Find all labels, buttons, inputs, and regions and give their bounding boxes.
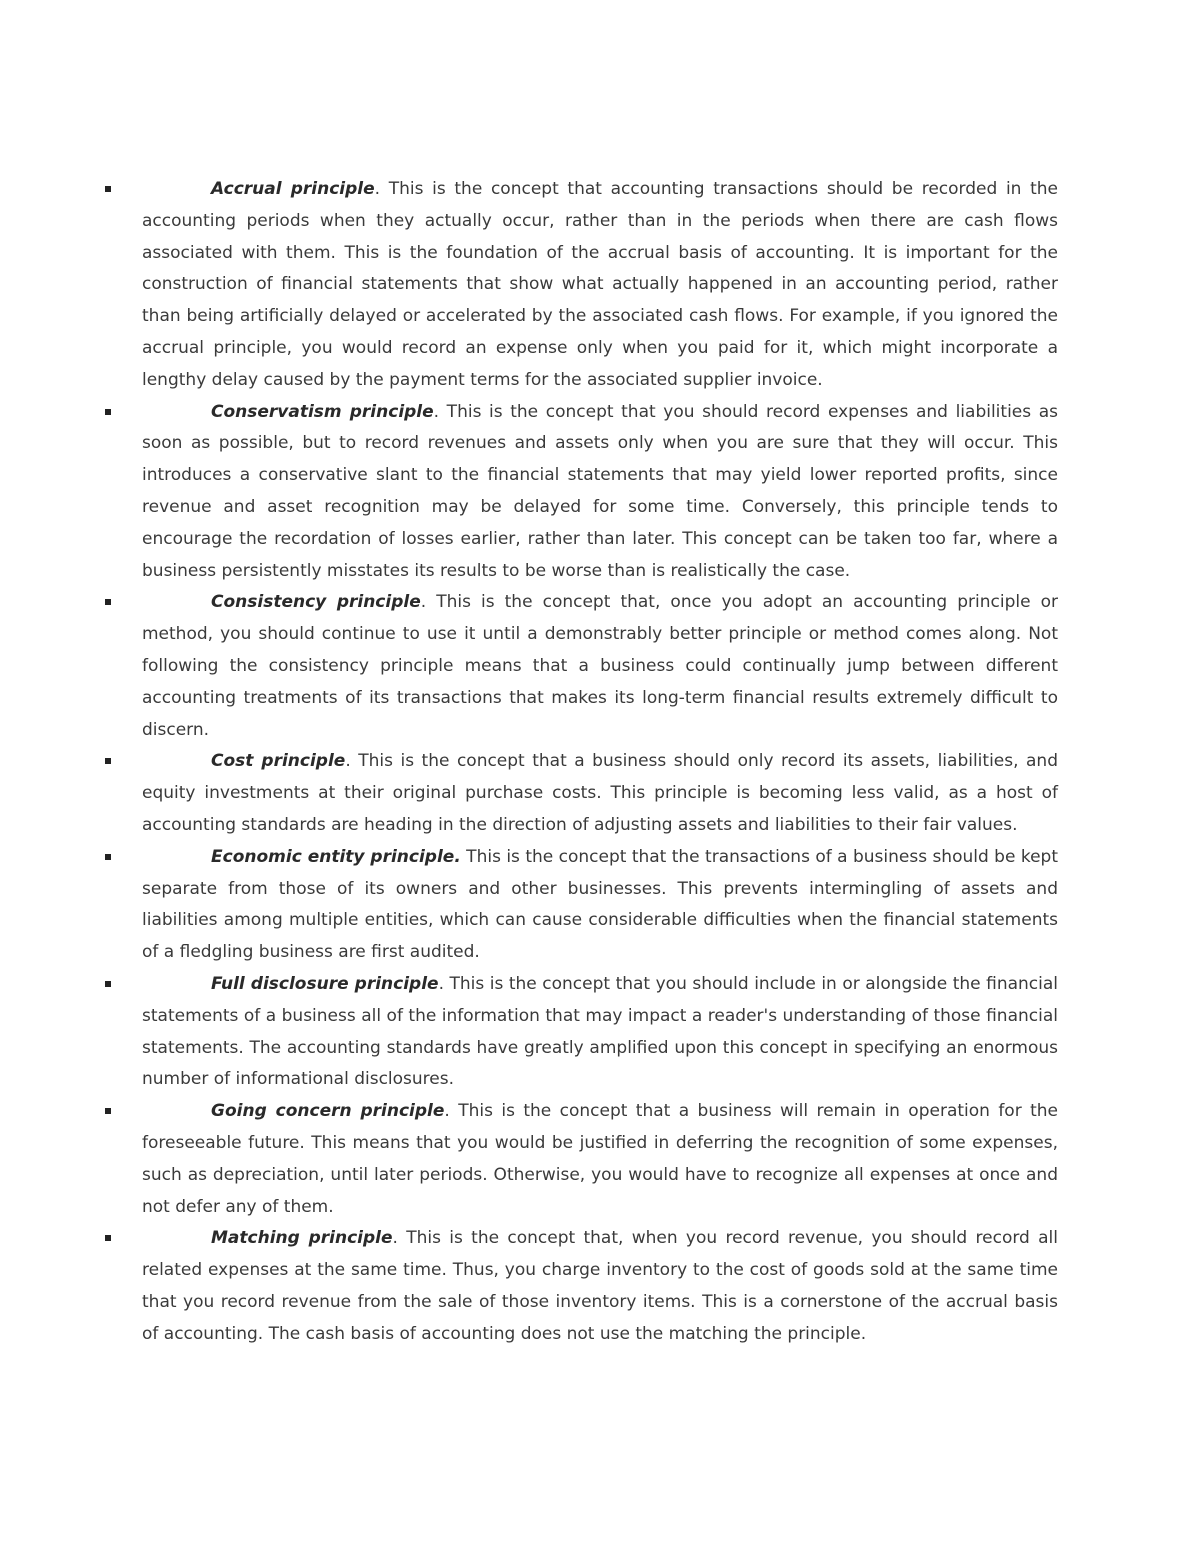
principle-term: Cost principle	[211, 751, 346, 772]
square-bullet-icon	[105, 1235, 111, 1241]
principle-term: Accrual principle	[211, 179, 375, 199]
square-bullet-icon	[105, 1108, 111, 1114]
principle-term: Matching principle	[211, 1228, 393, 1249]
list-item-full-disclosure-principle	[142, 969, 1058, 1096]
principle-description: . This is the concept that a business will remain in operation for the foreseeable future. This means that you would be justified in deferring the recognition of some expenses, such as depreciation, until later periods. Otherwise, you would have to recognize all expenses at once and not defer any of them.	[142, 1101, 1058, 1217]
square-bullet-icon	[105, 599, 111, 605]
principle-term: Consistency principle	[211, 592, 421, 613]
principle-description: . This is the concept that, once you adopt an accounting principle or method, you should continue to use it until a demonstrably better principle or method comes along. Not following the consistency principle means that a business could continually jump between different accounting treatments of its transactions that makes its long-term financial results extremely difficult to discern.	[142, 592, 1058, 740]
list-item-matching-principle	[142, 1223, 1058, 1350]
document-body	[142, 174, 1058, 1350]
principle-term: Conservatism principle	[211, 401, 434, 422]
principle-description: . This is the concept that, when you record revenue, you should record all related expenses at the same time. Thus, you charge inventory to the cost of goods sold at the same time that you record revenue from the sale of those inventory items. This is a cornerstone of the accrual basis of accounting. The cash basis of accounting does not use the matching the principle.	[142, 1228, 1059, 1344]
principle-term: Going concern principle	[211, 1101, 445, 1122]
square-bullet-icon	[105, 854, 111, 860]
principle-description: . This is the concept that accounting transactions should be recorded in the accounting periods when they actually occur, rather than in the periods when there are cash flows associated with them. This is the foundation of the accrual basis of accounting. It is important for the construction of financial statements that show what actually happened in an accounting period, rather than being artificially delayed or accelerated by the associated cash flows. For example, if you ignored the accrual principle, you would record an expense only when you paid for it, which might incorporate a lengthy delay caused by the payment terms for the associated supplier invoice.	[142, 179, 1059, 390]
principles-list	[142, 174, 1058, 1350]
list-item-cost-principle	[142, 746, 1058, 841]
list-item-economic-entity-principle	[142, 842, 1058, 969]
list-item-accrual-principle	[142, 174, 1058, 397]
list-item-going-concern-principle	[142, 1096, 1058, 1223]
principle-description: This is the concept that the transactions of a business should be kept separate from those of its owners and other businesses. This prevents intermingling of assets and liabilities among multiple entities, which can cause considerable difficulties when the financial statements of a fledgling business are first audited.	[142, 846, 1058, 963]
principle-term: Full disclosure principle	[211, 973, 439, 994]
square-bullet-icon	[105, 409, 111, 415]
principle-description: . This is the concept that you should record expenses and liabilities as soon as possible, but to record revenues and assets only when you are sure that they will occur. This introduces a conservative slant to the financial statements that may yield lower reported profits, since revenue and asset recognition may be delayed for some time. Conversely, this principle tends to encourage the recordation of losses earlier, rather than later. This concept can be taken too far, where a business persistently misstates its results to be worse than is realistically the case.	[142, 401, 1058, 581]
principle-term: Economic entity principle.	[211, 846, 461, 867]
square-bullet-icon	[105, 186, 111, 192]
list-item-conservatism-principle	[142, 397, 1058, 588]
square-bullet-icon	[105, 981, 111, 987]
list-item-consistency-principle	[142, 587, 1058, 746]
principle-description: . This is the concept that you should include in or alongside the financial statements of a business all of the information that may impact a reader's understanding of those financial statements. The accounting standards have greatly amplified upon this concept in specifying an enormous number of informational disclosures.	[142, 973, 1059, 1090]
principle-description: . This is the concept that a business should only record its assets, liabilities, and equity investments at their original purchase costs. This principle is becoming less valid, as a host of accounting standards are heading in the direction of adjusting assets and liabilities to their fair values.	[142, 751, 1058, 835]
square-bullet-icon	[105, 758, 111, 764]
